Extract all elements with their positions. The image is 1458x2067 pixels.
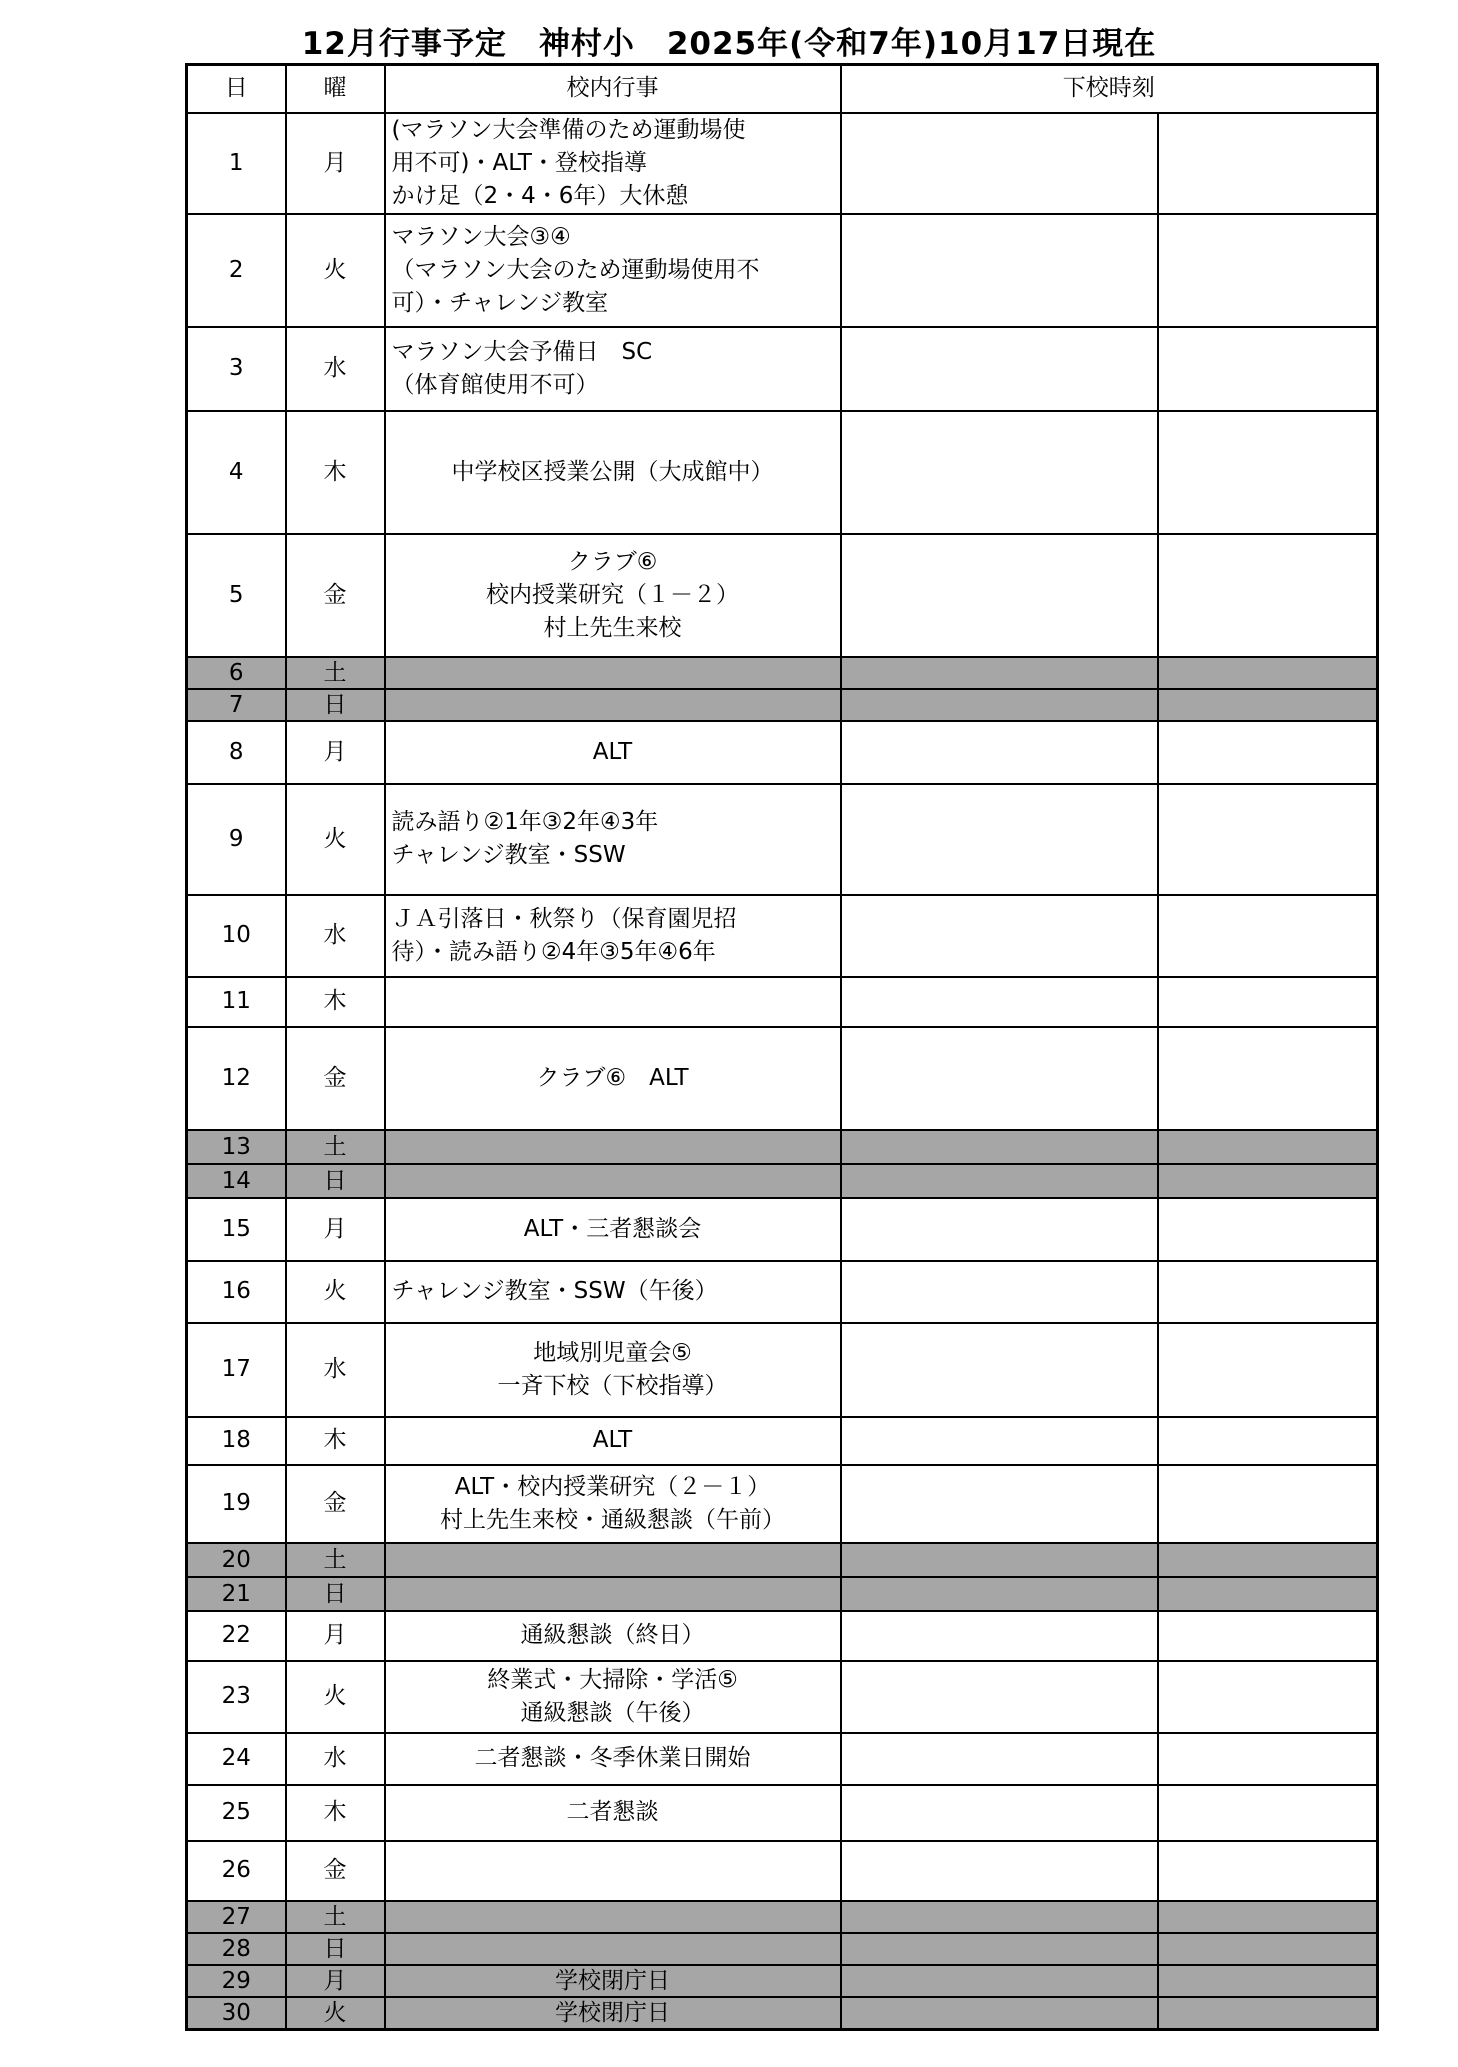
- weekday-cell: 火: [286, 1997, 385, 2030]
- table-row: [187, 1841, 1378, 1901]
- dismissal-cell-a: [841, 689, 1158, 721]
- table-row: [187, 1198, 1378, 1261]
- weekday-cell: 水: [286, 895, 385, 977]
- header-row: [187, 65, 1378, 113]
- events-cell: ALT: [385, 1417, 841, 1465]
- events-cell: [385, 689, 841, 721]
- dismissal-cell-a: [841, 1027, 1158, 1130]
- dismissal-cell-b: [1158, 1465, 1378, 1543]
- weekday-cell: 木: [286, 411, 385, 534]
- dismissal-cell-b: [1158, 1611, 1378, 1661]
- dismissal-cell-b: [1158, 1901, 1378, 1933]
- weekday-cell: 木: [286, 977, 385, 1027]
- table-row: [187, 1785, 1378, 1841]
- day-cell: 30: [187, 1997, 286, 2030]
- day-cell: 10: [187, 895, 286, 977]
- dismissal-cell-a: [841, 327, 1158, 411]
- day-cell: 14: [187, 1164, 286, 1198]
- dismissal-cell-b: [1158, 1733, 1378, 1785]
- table-row: [187, 657, 1378, 689]
- weekday-cell: 日: [286, 1933, 385, 1965]
- table-row: [187, 214, 1378, 327]
- table-row: [187, 784, 1378, 895]
- dismissal-cell-a: [841, 1933, 1158, 1965]
- weekday-cell: 月: [286, 1611, 385, 1661]
- weekday-cell: 水: [286, 1733, 385, 1785]
- events-cell: ALT・校内授業研究（２－１） 村上先生来校・通級懇談（午前）: [385, 1465, 841, 1543]
- table-row: [187, 1933, 1378, 1965]
- table-row: [187, 113, 1378, 214]
- dismissal-cell-a: [841, 1323, 1158, 1417]
- dismissal-cell-b: [1158, 1661, 1378, 1733]
- dismissal-cell-a: [841, 895, 1158, 977]
- dismissal-cell-a: [841, 1661, 1158, 1733]
- events-cell: 通級懇談（終日）: [385, 1611, 841, 1661]
- dismissal-cell-a: [841, 1261, 1158, 1323]
- header-day: 日: [187, 65, 286, 113]
- weekday-cell: 木: [286, 1417, 385, 1465]
- dismissal-cell-b: [1158, 327, 1378, 411]
- dismissal-cell-b: [1158, 1997, 1378, 2030]
- day-cell: 18: [187, 1417, 286, 1465]
- day-cell: 20: [187, 1543, 286, 1577]
- events-cell: クラブ⑥ ALT: [385, 1027, 841, 1130]
- day-cell: 1: [187, 113, 286, 214]
- table-row: [187, 534, 1378, 657]
- table-row: [187, 1661, 1378, 1733]
- table-row: [187, 1965, 1378, 1997]
- dismissal-cell-a: [841, 1733, 1158, 1785]
- dismissal-cell-a: [841, 1611, 1158, 1661]
- events-cell: 学校閉庁日: [385, 1965, 841, 1997]
- weekday-cell: 火: [286, 1661, 385, 1733]
- dismissal-cell-a: [841, 1997, 1158, 2030]
- events-cell: 二者懇談: [385, 1785, 841, 1841]
- events-cell: マラソン大会予備日 SC （体育館使用不可）: [385, 327, 841, 411]
- day-cell: 23: [187, 1661, 286, 1733]
- schedule-table: [185, 63, 1379, 2031]
- table-row: [187, 1465, 1378, 1543]
- weekday-cell: 月: [286, 113, 385, 214]
- day-cell: 22: [187, 1611, 286, 1661]
- dismissal-cell-a: [841, 784, 1158, 895]
- table-row: [187, 1261, 1378, 1323]
- dismissal-cell-b: [1158, 1198, 1378, 1261]
- day-cell: 29: [187, 1965, 286, 1997]
- events-cell: 中学校区授業公開（大成館中）: [385, 411, 841, 534]
- weekday-cell: 土: [286, 1543, 385, 1577]
- dismissal-cell-b: [1158, 113, 1378, 214]
- day-cell: 15: [187, 1198, 286, 1261]
- events-cell: マラソン大会③④ （マラソン大会のため運動場使用不 可）・チャレンジ教室: [385, 214, 841, 327]
- events-cell: 読み語り②1年③2年④3年 チャレンジ教室・SSW: [385, 784, 841, 895]
- dismissal-cell-a: [841, 1785, 1158, 1841]
- events-cell: [385, 1577, 841, 1611]
- day-cell: 26: [187, 1841, 286, 1901]
- dismissal-cell-a: [841, 977, 1158, 1027]
- dismissal-cell-b: [1158, 1841, 1378, 1901]
- dismissal-cell-b: [1158, 1577, 1378, 1611]
- weekday-cell: 水: [286, 1323, 385, 1417]
- weekday-cell: 月: [286, 1965, 385, 1997]
- dismissal-cell-b: [1158, 1417, 1378, 1465]
- day-cell: 2: [187, 214, 286, 327]
- weekday-cell: 金: [286, 534, 385, 657]
- events-cell: [385, 1164, 841, 1198]
- weekday-cell: 月: [286, 721, 385, 784]
- day-cell: 24: [187, 1733, 286, 1785]
- events-cell: [385, 657, 841, 689]
- dismissal-cell-a: [841, 1465, 1158, 1543]
- dismissal-cell-a: [841, 1417, 1158, 1465]
- dismissal-cell-b: [1158, 1027, 1378, 1130]
- weekday-cell: 金: [286, 1465, 385, 1543]
- weekday-cell: 月: [286, 1198, 385, 1261]
- weekday-cell: 火: [286, 1261, 385, 1323]
- dismissal-cell-b: [1158, 895, 1378, 977]
- dismissal-cell-a: [841, 534, 1158, 657]
- dismissal-cell-a: [841, 214, 1158, 327]
- table-row: [187, 411, 1378, 534]
- day-cell: 12: [187, 1027, 286, 1130]
- day-cell: 19: [187, 1465, 286, 1543]
- day-cell: 7: [187, 689, 286, 721]
- dismissal-cell-a: [841, 113, 1158, 214]
- table-row: [187, 1577, 1378, 1611]
- events-cell: (マラソン大会準備のため運動場使 用不可)・ALT・登校指導 かけ足（2・4・6年）大休憩: [385, 113, 841, 214]
- weekday-cell: 日: [286, 689, 385, 721]
- table-row: [187, 1417, 1378, 1465]
- table-row: [187, 1130, 1378, 1164]
- day-cell: 9: [187, 784, 286, 895]
- events-cell: クラブ⑥ 校内授業研究（１－２） 村上先生来校: [385, 534, 841, 657]
- day-cell: 11: [187, 977, 286, 1027]
- header-weekday: 曜: [286, 65, 385, 113]
- dismissal-cell-b: [1158, 721, 1378, 784]
- day-cell: 28: [187, 1933, 286, 1965]
- header-dismissal: 下校時刻: [841, 65, 1378, 113]
- table-row: [187, 977, 1378, 1027]
- table-row: [187, 1997, 1378, 2030]
- dismissal-cell-b: [1158, 1965, 1378, 1997]
- events-cell: ALT・三者懇談会: [385, 1198, 841, 1261]
- events-cell: [385, 1130, 841, 1164]
- table-row: [187, 721, 1378, 784]
- weekday-cell: 木: [286, 1785, 385, 1841]
- day-cell: 21: [187, 1577, 286, 1611]
- day-cell: 25: [187, 1785, 286, 1841]
- day-cell: 4: [187, 411, 286, 534]
- day-cell: 17: [187, 1323, 286, 1417]
- events-cell: チャレンジ教室・SSW（午後）: [385, 1261, 841, 1323]
- table-row: [187, 1543, 1378, 1577]
- weekday-cell: 日: [286, 1577, 385, 1611]
- dismissal-cell-b: [1158, 1933, 1378, 1965]
- events-cell: 二者懇談・冬季休業日開始: [385, 1733, 841, 1785]
- day-cell: 13: [187, 1130, 286, 1164]
- dismissal-cell-a: [841, 1577, 1158, 1611]
- dismissal-cell-b: [1158, 784, 1378, 895]
- dismissal-cell-b: [1158, 214, 1378, 327]
- table-row: [187, 1027, 1378, 1130]
- day-cell: 6: [187, 657, 286, 689]
- table-row: [187, 689, 1378, 721]
- weekday-cell: 土: [286, 1901, 385, 1933]
- day-cell: 3: [187, 327, 286, 411]
- table-row: [187, 1164, 1378, 1198]
- table-row: [187, 1733, 1378, 1785]
- table-row: [187, 327, 1378, 411]
- events-cell: [385, 1901, 841, 1933]
- dismissal-cell-a: [841, 1965, 1158, 1997]
- weekday-cell: 土: [286, 1130, 385, 1164]
- dismissal-cell-b: [1158, 411, 1378, 534]
- dismissal-cell-a: [841, 1198, 1158, 1261]
- events-cell: [385, 1933, 841, 1965]
- weekday-cell: 土: [286, 657, 385, 689]
- dismissal-cell-a: [841, 721, 1158, 784]
- dismissal-cell-a: [841, 1130, 1158, 1164]
- dismissal-cell-a: [841, 1841, 1158, 1901]
- weekday-cell: 水: [286, 327, 385, 411]
- events-cell: [385, 1543, 841, 1577]
- events-cell: 学校閉庁日: [385, 1997, 841, 2030]
- dismissal-cell-b: [1158, 1130, 1378, 1164]
- weekday-cell: 金: [286, 1027, 385, 1130]
- dismissal-cell-b: [1158, 1323, 1378, 1417]
- day-cell: 16: [187, 1261, 286, 1323]
- dismissal-cell-b: [1158, 1543, 1378, 1577]
- weekday-cell: 日: [286, 1164, 385, 1198]
- table-row: [187, 1323, 1378, 1417]
- weekday-cell: 金: [286, 1841, 385, 1901]
- day-cell: 5: [187, 534, 286, 657]
- dismissal-cell-b: [1158, 657, 1378, 689]
- page-title: 12月行事予定 神村小 2025年(令和7年)10月17日現在: [301, 26, 1157, 62]
- day-cell: 27: [187, 1901, 286, 1933]
- dismissal-cell-b: [1158, 689, 1378, 721]
- dismissal-cell-a: [841, 1164, 1158, 1198]
- events-cell: 終業式・大掃除・学活⑤ 通級懇談（午後）: [385, 1661, 841, 1733]
- table-row: [187, 1611, 1378, 1661]
- dismissal-cell-a: [841, 1543, 1158, 1577]
- dismissal-cell-a: [841, 1901, 1158, 1933]
- dismissal-cell-b: [1158, 1785, 1378, 1841]
- table-row: [187, 895, 1378, 977]
- dismissal-cell-b: [1158, 977, 1378, 1027]
- dismissal-cell-a: [841, 657, 1158, 689]
- events-cell: [385, 1841, 841, 1901]
- dismissal-cell-b: [1158, 1164, 1378, 1198]
- header-events: 校内行事: [385, 65, 841, 113]
- weekday-cell: 火: [286, 214, 385, 327]
- day-cell: 8: [187, 721, 286, 784]
- events-cell: 地域別児童会⑤ 一斉下校（下校指導）: [385, 1323, 841, 1417]
- dismissal-cell-b: [1158, 534, 1378, 657]
- events-cell: [385, 977, 841, 1027]
- weekday-cell: 火: [286, 784, 385, 895]
- table-row: [187, 1901, 1378, 1933]
- dismissal-cell-a: [841, 411, 1158, 534]
- events-cell: ALT: [385, 721, 841, 784]
- events-cell: ＪＡ引落日・秋祭り（保育園児招 待）・読み語り②4年③5年④6年: [385, 895, 841, 977]
- dismissal-cell-b: [1158, 1261, 1378, 1323]
